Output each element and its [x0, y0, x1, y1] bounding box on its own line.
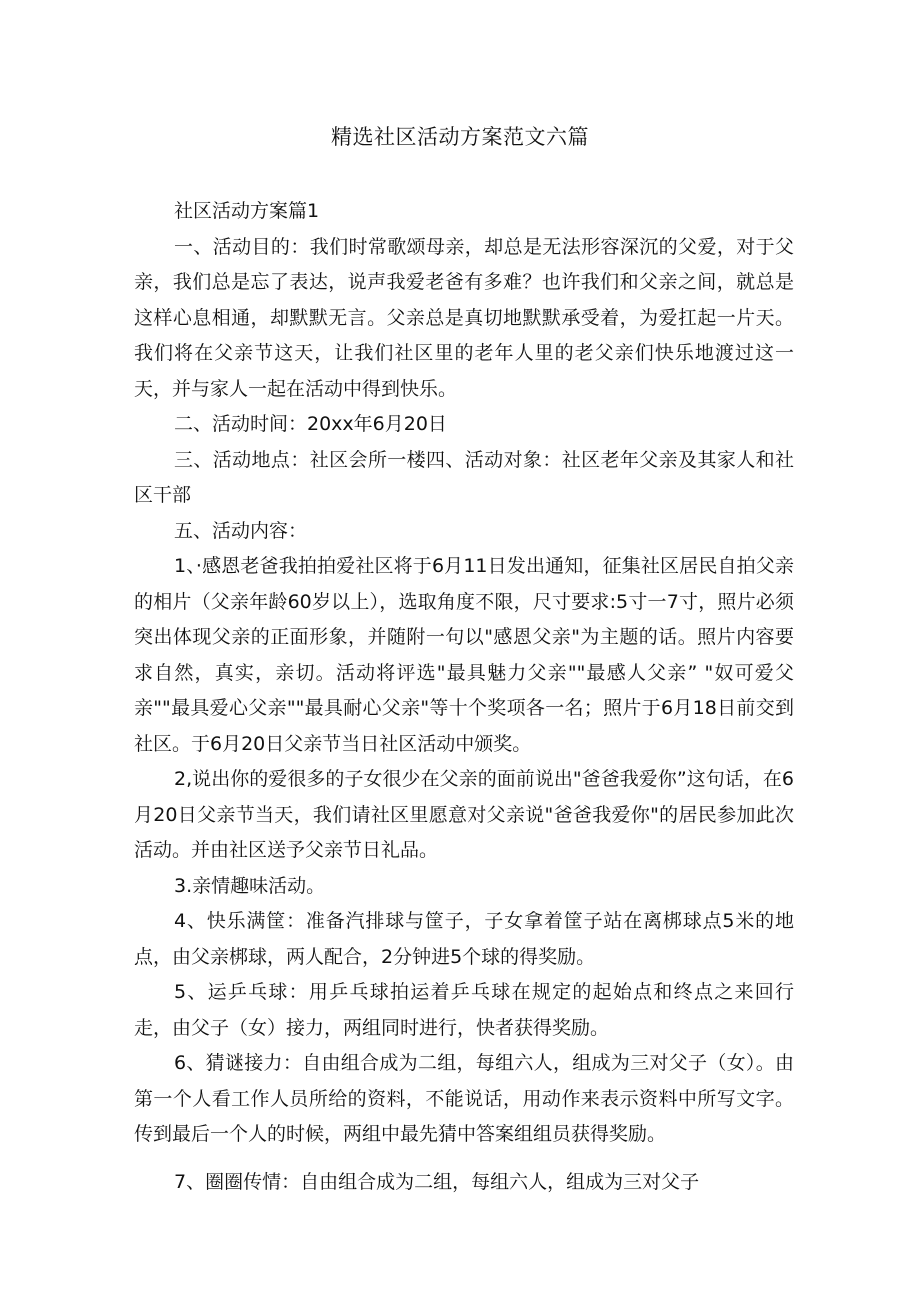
- paragraph-purpose: 一、活动目的：我们时常歌颂母亲，却总是无法形容深沉的父爱，对于父亲，我们总是忘了表达，说声我爱老爸有多难？也许我们和父亲之间，就总是这样心息相通，却默默无言。父亲总是真切地默默承受着，为爱扛起一片天。我们将在父亲节这天，让我们社区里的老年人里的老父亲们快乐地渡过这一天，并与家人一起在活动中得到快乐。: [134, 235, 794, 400]
- paragraph-item-3: 3.亲情趣味活动。: [174, 874, 326, 897]
- paragraph-item-4: 4、快乐满筐：准备汽排球与筐子，子女拿着筐子站在离梆球点5米的地点，由父亲梆球，两人配合，2分钟进5个球的得奖励。: [134, 910, 794, 968]
- paragraph-time: 二、活动时间：20xx年6月20日: [174, 413, 447, 435]
- paragraph-item-6: 6、猜谜接力：自由组合成为二组，每组六人，组成为三对父子（女）。由第一个人看工作人员所给的资料，不能说话，用动作来表示资料中所写文字。传到最后一个人的时候，两组中最先猜中答案组组员获得奖励。: [134, 1052, 794, 1145]
- paragraph-item-5: 5、运乒乓球：用乒乓球拍运着乒乓球在规定的起始点和终点之来回行走，由父子（女）接力，两组同时进行，快者获得奖励。: [134, 981, 794, 1039]
- document-body: [134, 194, 794, 1200]
- paragraph-item-2: 2,说出你的爱很多的子女很少在父亲的面前说出"爸爸我爱你”这句话，在6月20日父亲节当天，我们请社区里愿意对父亲说"爸爸我爱你"的居民参加此次活动。并由社区送予父亲节日礼品。: [134, 768, 794, 861]
- paragraph-content-heading: 五、活动内容：: [174, 519, 308, 542]
- paragraph-location: 三、活动地点：社区会所一楼四、活动对象：社区老年父亲及其家人和社区干部: [134, 448, 794, 506]
- paragraph-item-1: 1、·感恩老爸我拍拍爱社区将于6月11日发出通知，征集社区居民自拍父亲的相片（父亲年龄60岁以上），选取角度不限，尺寸要求:5寸一7寸，照片必须突出体现父亲的正面形象，并随附一句以"感恩父亲"为主题的话。照片内容要求自然，真实，亲切。活动将评选"最具魅力父亲""最感人父亲” "奴可爱父亲""最具爱心父亲""最具耐心父亲"等十个奖项各一名；照片于6月18日前交到社区。于6月20日父亲节当日社区活动中颁奖。: [134, 555, 794, 755]
- document-title: 精选社区活动方案范文六篇: [331, 125, 589, 149]
- section-heading: 社区活动方案篇1: [174, 200, 320, 222]
- paragraph-item-7: 7、圈圈传情：自由组合成为二组，每组六人，组成为三对父子: [174, 1170, 700, 1193]
